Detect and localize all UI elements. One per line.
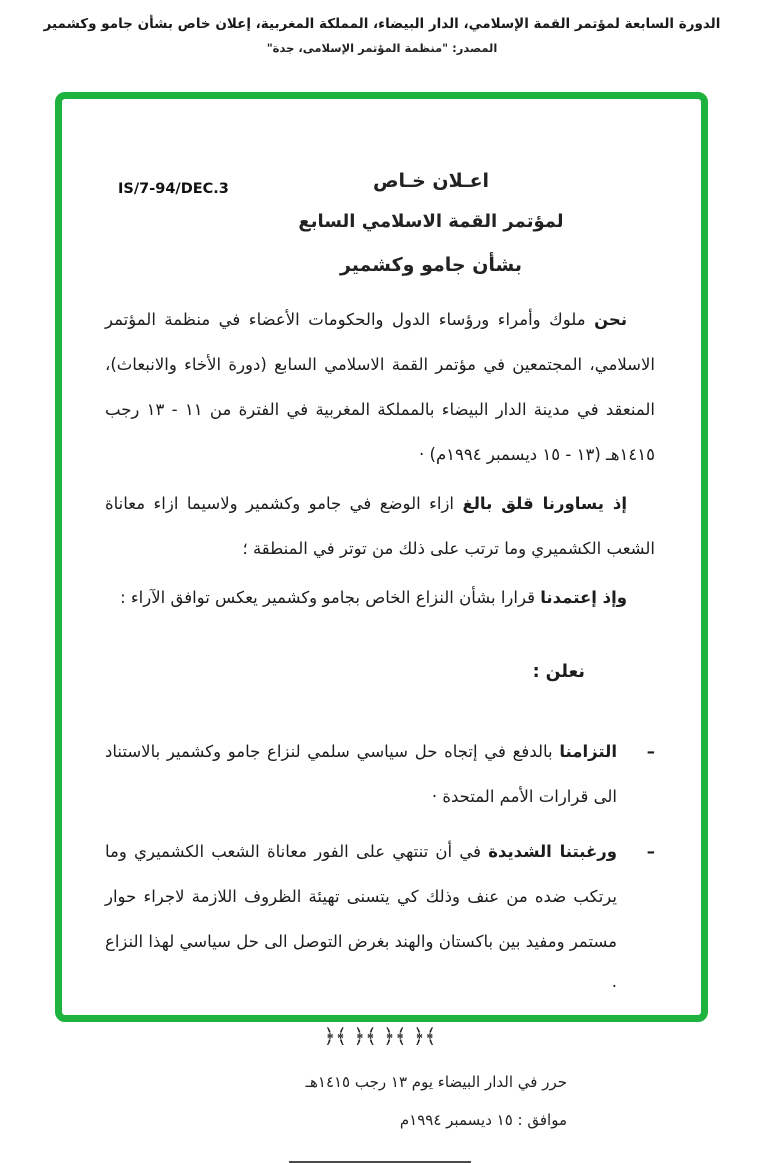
document-title-block [261, 161, 601, 287]
bullet-body: بالدفع في إتجاه حل سياسي سلمي لنزاع جامو وكشمير بالاستناد الى قرارات الأمم المتحدة · [105, 742, 617, 806]
title-line-subject: بشأن جامو وكشمير [339, 254, 523, 276]
paragraph-lead: وإذ إعتمدنا [540, 588, 627, 607]
header-title: الدورة السابعة لمؤتمر القمة الإسلامي، الدار البيضاء، المملكة المغربية، إعلان خاص بشأن جامو وكشمير [43, 16, 721, 32]
dateline-hijri: حرر في الدار البيضاء يوم ١٣ رجب ١٤١٥هـ [305, 1073, 567, 1091]
header-source: المصدر: "منظمة المؤتمر الإسلامى، جدة" [266, 41, 498, 55]
bullet-text [105, 729, 617, 819]
list-item [105, 729, 655, 819]
paragraph-lead: نحن [594, 310, 628, 329]
green-border-frame [55, 92, 708, 1129]
title-line-special-declaration: اعـلان خـاص [372, 170, 490, 192]
resolution-paragraph [105, 575, 655, 620]
dash-bullet-marker: – [646, 742, 655, 761]
bullet-lead: ورغبتنا الشديدة [488, 842, 617, 861]
dash-bullet-marker: – [646, 842, 655, 861]
document-reference-number: IS/7-94/DEC.3 [118, 181, 229, 197]
paragraph-text: قرارا بشأن النزاع الخاص بجامو وكشمير يعكس توافق الآراء : [120, 588, 535, 607]
paragraph-text: ملوك وأمراء ورؤساء الدول والحكومات الأعضاء في منظمة المؤتمر الاسلامي، المجتمعين في مؤتمر القمة الاسلامي السابع (دورة الأخاء والانبعاث)، المنعقد في مدينة الدار البيضاء بالمملكة المغربية في الفترة من ١١ - ١٣ رجب ١٤١٥هـ (١٣ - ١٥ ديسمبر ١٩٩٤م) · [105, 310, 655, 464]
document-body [105, 297, 655, 1163]
declare-heading: نعلن : [532, 662, 585, 682]
dateline-gregorian: موافق : ١٥ ديسمبر ١٩٩٤م [399, 1111, 567, 1129]
preamble-paragraph [105, 297, 655, 477]
bullet-lead: التزامنا [559, 742, 617, 761]
concern-paragraph [105, 481, 655, 571]
bullet-text [105, 829, 617, 1009]
bullet-body: في أن تنتهي على الفور معاناة الشعب الكشميري وما يرتكب ضده من عنف وذلك كي يتسنى تهيئة الظروف اللازمة لاجراء حوار مستمر ومفيد بين باكستان والهند بغرض التوصل الى حل سياسي لهذا النزاع · [105, 842, 617, 996]
declaration-list [105, 729, 655, 1009]
ornament-divider-icon: ﴾﴿ ﴾﴿ ﴾﴿ ﴾﴿ [323, 1024, 437, 1048]
list-item [105, 829, 655, 1009]
paragraph-lead: إذ يساورنا قلق بالغ [462, 494, 627, 513]
title-line-conference: لمؤتمر القمة الاسلامي السابع [298, 211, 564, 232]
paragraph-text: ازاء الوضع في جامو وكشمير ولاسيما ازاء معاناة الشعب الكشميري وما ترتب على ذلك من توتر في المنطقة ؛ [105, 494, 655, 558]
dateline-block [105, 1063, 567, 1139]
document-content-area [62, 99, 701, 1129]
document-header [0, 16, 764, 55]
